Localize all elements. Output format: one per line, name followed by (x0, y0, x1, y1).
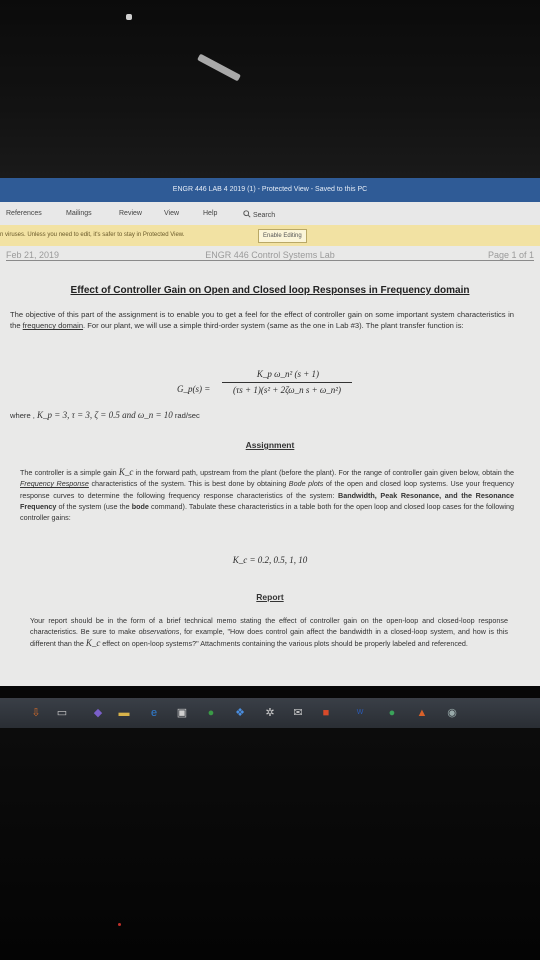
assign-text-6: command). Tabulate these characteristics in a table both for the open loop and closed loop cases for the following controller gains: (20, 501, 514, 523)
visual-studio-icon[interactable]: ◆ (93, 707, 103, 719)
header-rule (6, 260, 534, 261)
assign-text-2: in the forward path, upstream from the plant (before the plant). For the range of controller gain given below, obtain the (133, 468, 514, 477)
chrome-icon[interactable]: ● (207, 707, 215, 719)
assign-frequency-response: Frequency Response (20, 479, 89, 489)
header-course: ENGR 446 Control Systems Lab (205, 250, 335, 260)
header-page-number: Page 1 of 1 (487, 250, 534, 260)
tf-denominator: (τs + 1)(s² + 2ζω_n s + ω_n²) (233, 385, 341, 395)
assign-bode-command: bode (131, 501, 149, 511)
office-icon[interactable]: ■ (322, 707, 330, 719)
ribbon-tabs (0, 202, 540, 226)
enable-editing-button[interactable]: Enable Editing (258, 229, 307, 243)
header-date: Feb 21, 2019 (6, 250, 60, 260)
controller-gains: K_c = 0.2, 0.5, 1, 10 (232, 555, 308, 565)
tab-mailings[interactable]: Mailings (66, 210, 92, 217)
matlab-icon[interactable]: ▲ (416, 707, 428, 719)
protected-view-bar (0, 225, 540, 247)
store-icon[interactable]: ▣ (176, 707, 188, 719)
glare-spot (126, 14, 132, 20)
dropbox-icon[interactable]: ❖ (235, 707, 245, 719)
report-paragraph (30, 615, 508, 649)
file-explorer-icon[interactable]: ▬ (118, 707, 130, 719)
assign-text-3: characteristics of the system. This is best done by obtaining (88, 479, 289, 489)
assign-text-4: of the open and closed loop systems. Use your frequency response curves to determine the following frequency response characteristics of the system: (20, 479, 515, 500)
spotify-icon[interactable]: ● (388, 707, 396, 719)
search-icon (243, 210, 251, 218)
report-text-1: Your report should be in the form of a brief technical memo stating the effect of controller gain on the open-loop and closed-loop response characteristics. Be sure to make (30, 616, 508, 637)
search-box[interactable] (243, 210, 275, 219)
intro-text-2: . For our plant, we will use a simple third-order system (same as the one in Lab #3). The plant transfer function is: (83, 321, 464, 331)
intro-text-1: The objective of this part of the assignment is to enable you to get a feel for the effect of controller gain on some important system characteristics in the (10, 310, 514, 331)
tab-view[interactable]: View (164, 210, 180, 217)
assignment-heading: Assignment (245, 440, 295, 450)
intro-link: frequency domain (22, 321, 84, 331)
photo-background-bottom (0, 728, 540, 960)
word-icon[interactable]: W (356, 709, 364, 716)
report-text-3: effect on open-loop systems?" Attachments containing the various plots should be properly labeled and referenced. (100, 638, 468, 648)
tab-references[interactable]: References (6, 210, 42, 217)
report-kc: K_c (85, 637, 101, 648)
assign-text-5: of the system (use the (56, 501, 132, 511)
report-observations: observations (138, 627, 180, 637)
intro-paragraph (10, 309, 514, 331)
where-line (10, 410, 514, 421)
where-units: rad/sec (172, 411, 200, 420)
app-icon[interactable]: ◉ (447, 707, 457, 719)
where-params: K_p = 3, τ = 3, ζ = 0.5 and ω_n = 10 (37, 410, 173, 420)
tf-lhs: G_p(s) = (177, 384, 211, 394)
edge-icon[interactable]: e (150, 707, 158, 719)
task-view-icon[interactable]: ▭ (56, 707, 68, 719)
mail-icon[interactable]: ✉ (293, 707, 303, 719)
tf-fraction-bar (222, 382, 352, 383)
tab-review[interactable]: Review (119, 210, 142, 217)
settings-icon[interactable]: ✲ (265, 707, 275, 719)
led-light (118, 923, 121, 926)
report-text-2: , for example, "How does control gain affect the bandwidth in a closed-loop system, and how is this different than the (30, 627, 508, 648)
where-text: where , (10, 411, 38, 420)
tf-numerator: K_p ω_n² (s + 1) (256, 369, 320, 379)
glare-streak (197, 54, 241, 82)
search-label: Search (252, 212, 276, 219)
window-titlebar[interactable] (0, 178, 540, 202)
assign-bode-plots: Bode plots (288, 479, 324, 489)
document-title: Effect of Controller Gain on Open and Closed loop Responses in Frequency domain (70, 285, 470, 296)
assign-kc: K_c (118, 467, 134, 477)
photo-background-top (0, 0, 540, 178)
download-icon[interactable]: ⇩ (31, 707, 41, 719)
window-title: ENGR 446 LAB 4 2019 (1) - Protected View - Saved to this PC (172, 186, 368, 193)
assign-characteristics: Bandwidth, Peak Resonance, and the Resonance Frequency (20, 490, 514, 511)
tab-help[interactable]: Help (203, 210, 218, 217)
assign-text-1: The controller is a simple gain (20, 468, 119, 477)
assignment-paragraph (20, 467, 514, 523)
taskbar (0, 698, 540, 728)
report-heading: Report (256, 592, 284, 602)
document-page[interactable] (0, 246, 540, 686)
protected-view-message: n viruses. Unless you need to edit, it's safer to stay in Protected View. (0, 232, 185, 238)
